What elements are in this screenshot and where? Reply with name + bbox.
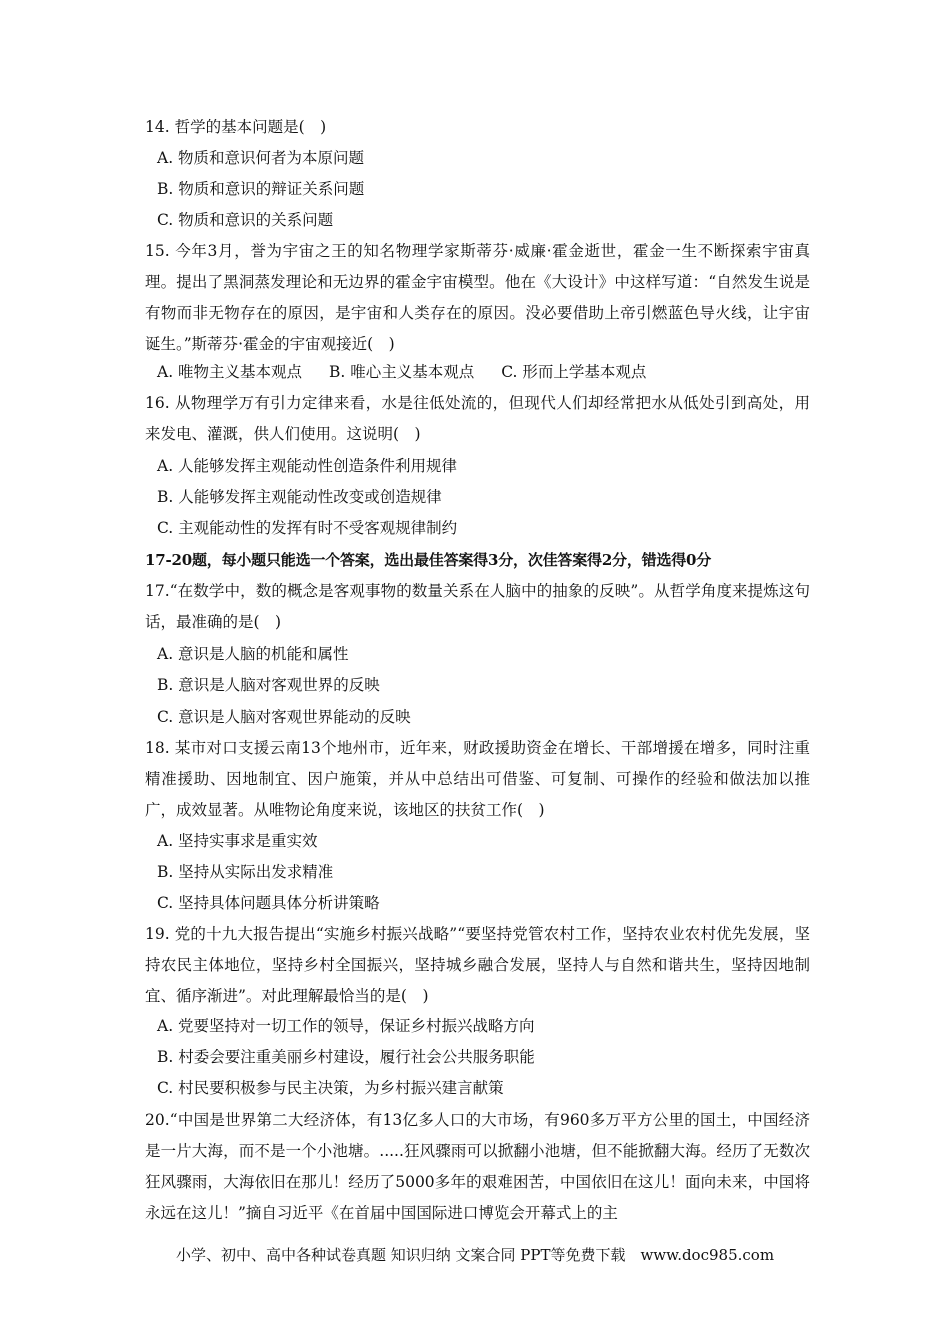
question-14-option-a: A. 物质和意识何者为本原问题	[157, 149, 365, 167]
page-footer: 小学、初中、高中各种试卷真题 知识归纳 文案合同 PPT等免费下载 www.doc985.com	[175, 1246, 775, 1264]
question-16-option-a: A. 人能够发挥主观能动性创造条件利用规律	[157, 457, 458, 475]
section-note: 17-20题，每小题只能选一个答案，选出最佳答案得3分，次佳答案得2分，错选得0分	[145, 551, 712, 569]
question-18-option-c: C. 坚持具体问题具体分析讲策略	[157, 894, 380, 912]
question-19-option-c: C. 村民要积极参与民主决策，为乡村振兴建言献策	[157, 1079, 504, 1097]
question-14-stem: 14. 哲学的基本问题是( )	[145, 118, 327, 136]
question-17-option-a: A. 意识是人脑的机能和属性	[157, 645, 349, 663]
question-15-option-a: A. 唯物主义基本观点	[157, 363, 303, 381]
question-19-stem: 19. 党的十九大报告提出“实施乡村振兴战略”“要坚持党管农村工作，坚持农业农村优先发展，坚持农民主体地位，坚持乡村全国振兴，坚持城乡融合发展，坚持人与自然和谐共生，坚持因地制宜、循序渐进”。对此理解最恰当的是( )	[145, 925, 810, 1005]
question-16-stem: 16. 从物理学万有引力定律来看，水是往低处流的，但现代人们却经常把水从低处引到高处，用来发电、灌溉，供人们使用。这说明( )	[145, 394, 810, 443]
question-15-stem: 15. 今年3月，誉为宇宙之王的知名物理学家斯蒂芬·威廉·霍金逝世，霍金一生不断探索宇宙真理。提出了黑洞蒸发理论和无边界的霍金宇宙模型。他在《大设计》中这样写道：“自然发生说是有物而非无物存在的原因，是宇宙和人类存在的原因。没必要借助上帝引燃蓝色导火线，让宇宙诞生。”斯蒂芬·霍金的宇宙观接近( )	[145, 242, 810, 353]
question-16-option-c: C. 主观能动性的发挥有时不受客观规律制约	[157, 519, 458, 537]
question-17-option-c: C. 意识是人脑对客观世界能动的反映	[157, 708, 411, 726]
question-18-option-a: A. 坚持实事求是重实效	[157, 832, 318, 850]
question-19-option-b: B. 村委会要注重美丽乡村建设，履行社会公共服务职能	[157, 1048, 535, 1066]
question-14-option-c: C. 物质和意识的关系问题	[157, 211, 334, 229]
question-17-option-b: B. 意识是人脑对客观世界的反映	[157, 676, 380, 694]
question-15-options	[157, 357, 668, 388]
question-20-stem: 20.“中国是世界第二大经济体，有13亿多人口的大市场，有960多万平方公里的国土，中国经济是一片大海，而不是一个小池塘。.....狂风骤雨可以掀翻小池塘，但不能掀翻大海。经历了无数次狂风骤雨，大海依旧在那儿！经历了5000多年的艰难困苦，中国依旧在这儿！面向未来，中国将永远在这儿！”摘自习近平《在首届中国国际进口博览会开幕式上的主	[145, 1111, 810, 1222]
question-15-option-b: B. 唯心主义基本观点	[329, 363, 475, 381]
question-16-option-b: B. 人能够发挥主观能动性改变或创造规律	[157, 488, 442, 506]
question-17-stem: 17.“在数学中，数的概念是客观事物的数量关系在人脑中的抽象的反映”。从哲学角度来提炼这句话，最准确的是( )	[145, 582, 810, 631]
question-19-option-a: A. 党要坚持对一切工作的领导，保证乡村振兴战略方向	[157, 1017, 535, 1035]
question-18-option-b: B. 坚持从实际出发求精准	[157, 863, 334, 881]
question-18-stem: 18. 某市对口支援云南13个地州市，近年来，财政援助资金在增长、干部增援在增多，同时注重精准援助、因地制宜、因户施策，并从中总结出可借鉴、可复制、可操作的经验和做法加以推广，成效显著。从唯物论角度来说，该地区的扶贫工作( )	[145, 739, 810, 819]
question-14-option-b: B. 物质和意识的辩证关系问题	[157, 180, 365, 198]
question-15-option-c: C. 形而上学基本观点	[501, 363, 647, 381]
